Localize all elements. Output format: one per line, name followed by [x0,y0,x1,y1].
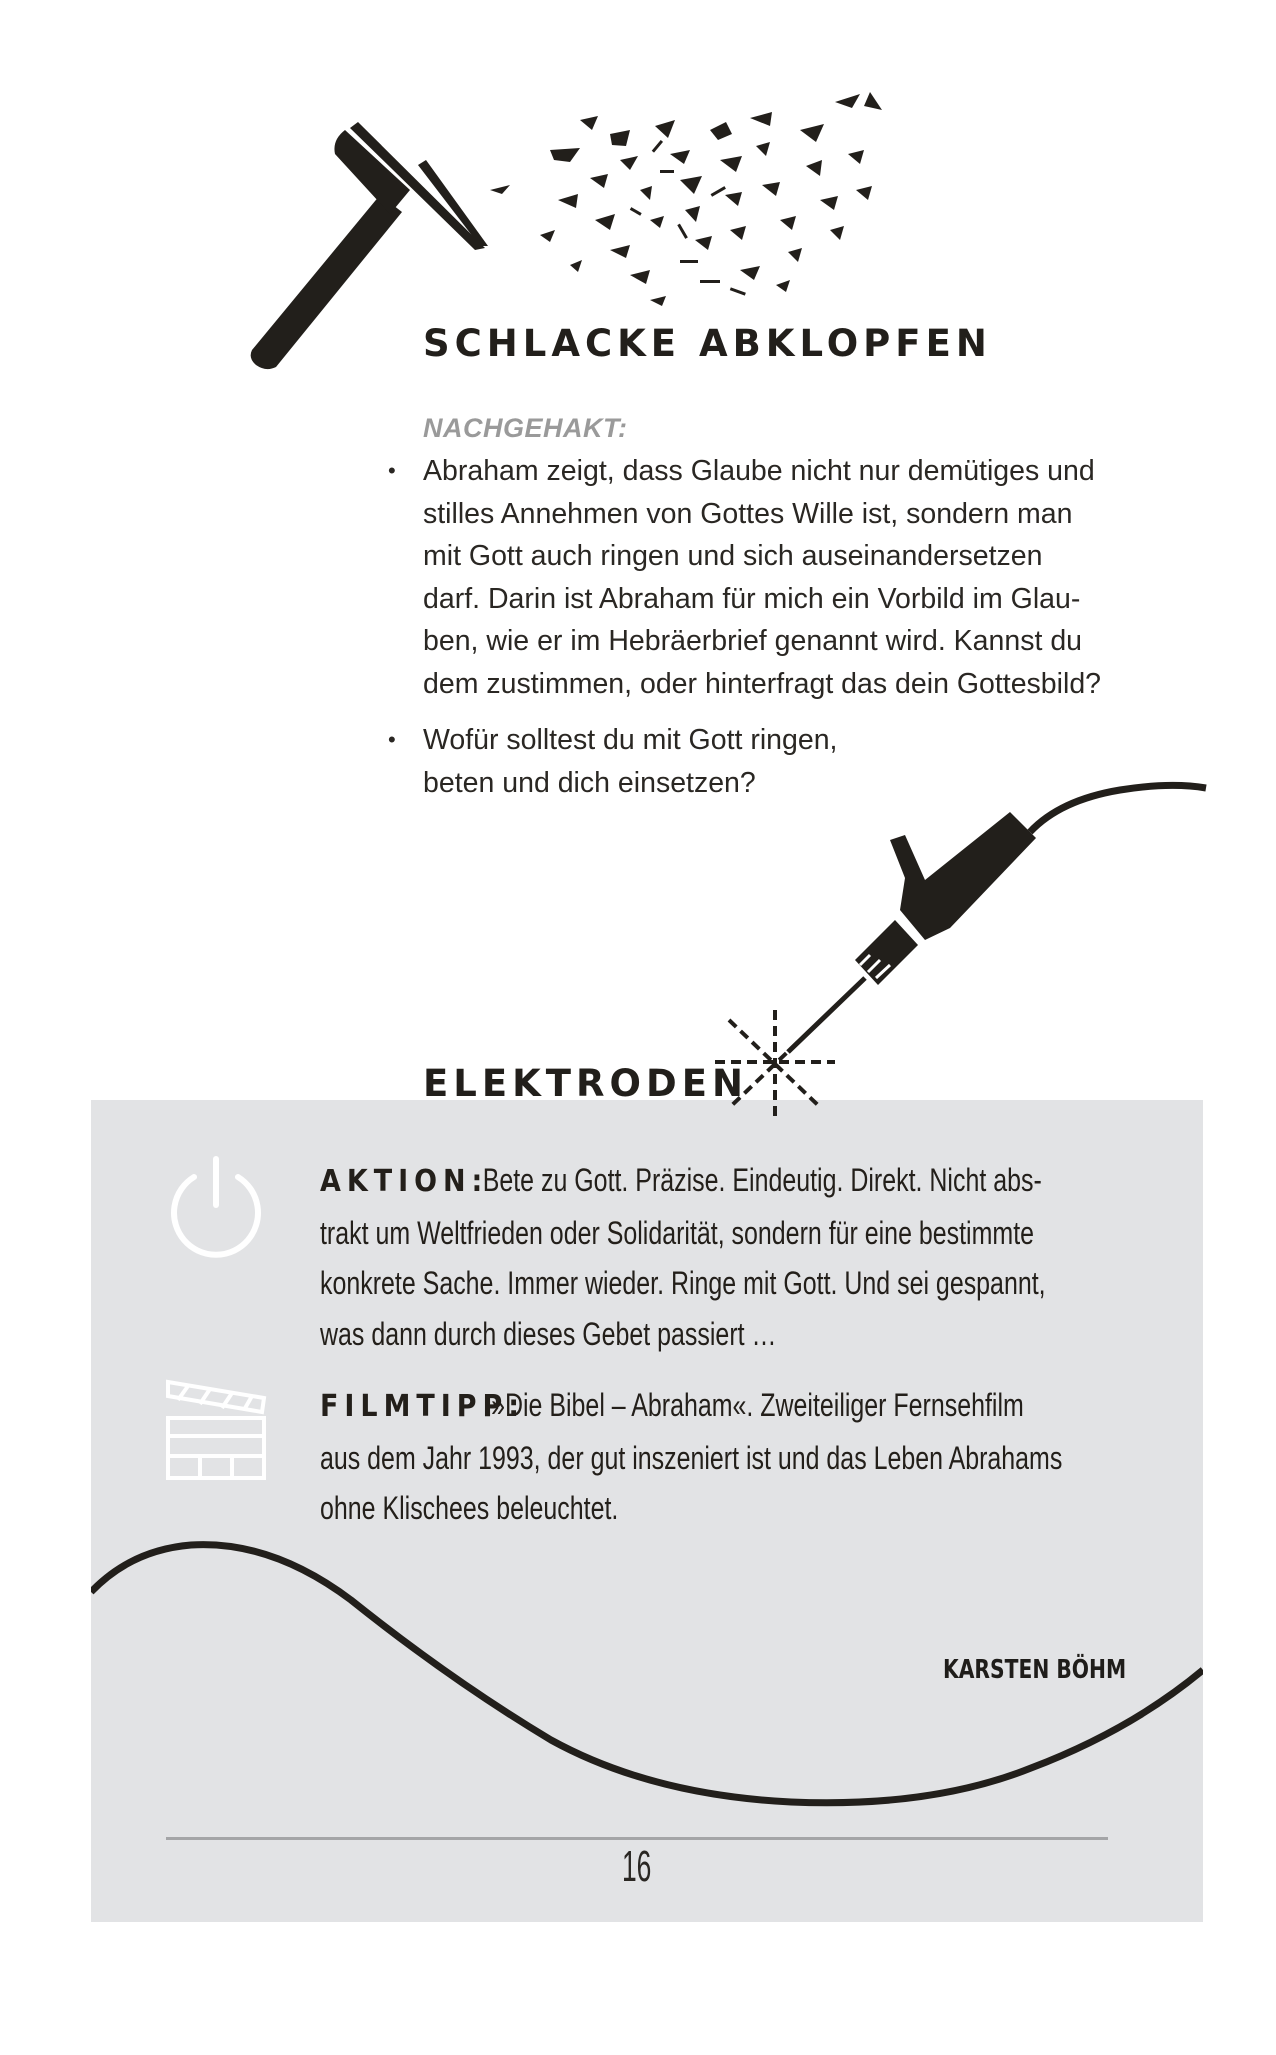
text-line: dem zustimmen, oder hinterfragt das dein Gottesbild? [423,667,1102,700]
filmtipp-paragraph [320,1380,1276,1534]
text-line: Abraham zeigt, dass Glaube nicht nur demütiges und [423,455,1095,487]
text-line: mit Gott auch ringen und sich auseinandersetzen [423,540,1043,572]
text-line: beten und dich einsetzen? [423,766,756,799]
text-line: ohne Klischees beleuchtet. [320,1490,619,1526]
slag-fragments-icon [480,90,900,320]
text-line: darf. Darin ist Abraham für mich ein Vorbild im Glau- [423,582,1081,615]
text-line: stilles Annehmen von Gottes Wille ist, sondern man [423,497,1073,530]
bullet-marker: • [388,458,396,483]
filmtipp-label: FILMTIPP: [320,1389,526,1424]
section-title-schlacke: SCHLACKE ABKLOPFEN [423,322,992,365]
section-title-elektroden: ELEKTRODEN [423,1062,748,1105]
text-line: trakt um Weltfrieden oder Solidarität, sondern für eine bestimmte [320,1214,1035,1251]
text-line: konkrete Sache. Immer wieder. Ringe mit Gott. Und sei gespannt, [320,1265,1046,1301]
text-line [320,1155,1100,1208]
text-line-content: »Die Bibel – Abraham«. Zweiteiliger Fernsehfilm [491,1387,1024,1423]
page-number: 16 [622,1842,652,1891]
bullet-marker: • [388,727,396,752]
text-line: ben, wie er im Hebräerbrief genannt wird. Kannst du [423,625,1083,657]
text-line [320,1380,1100,1433]
power-icon [164,1155,268,1261]
aktion-label: AKTION: [320,1164,489,1199]
text-line: Wofür solltest du mit Gott ringen, [423,724,838,756]
aktion-paragraph [320,1155,1276,1359]
footer-rule [166,1837,1108,1840]
bullet-item [380,450,1120,705]
clapperboard-icon [164,1378,268,1482]
subheading-nachgehakt: NACHGEHAKT: [423,413,628,443]
text-line: was dann durch dieses Gebet passiert … [320,1315,777,1352]
text-line: aus dem Jahr 1993, der gut inszeniert ist und das Leben Abrahams [320,1439,1063,1476]
text-line-content: Bete zu Gott. Präzise. Eindeutig. Direkt. Nicht abs- [482,1162,1042,1198]
author-name: KARSTEN BÖHM [943,1655,1127,1685]
